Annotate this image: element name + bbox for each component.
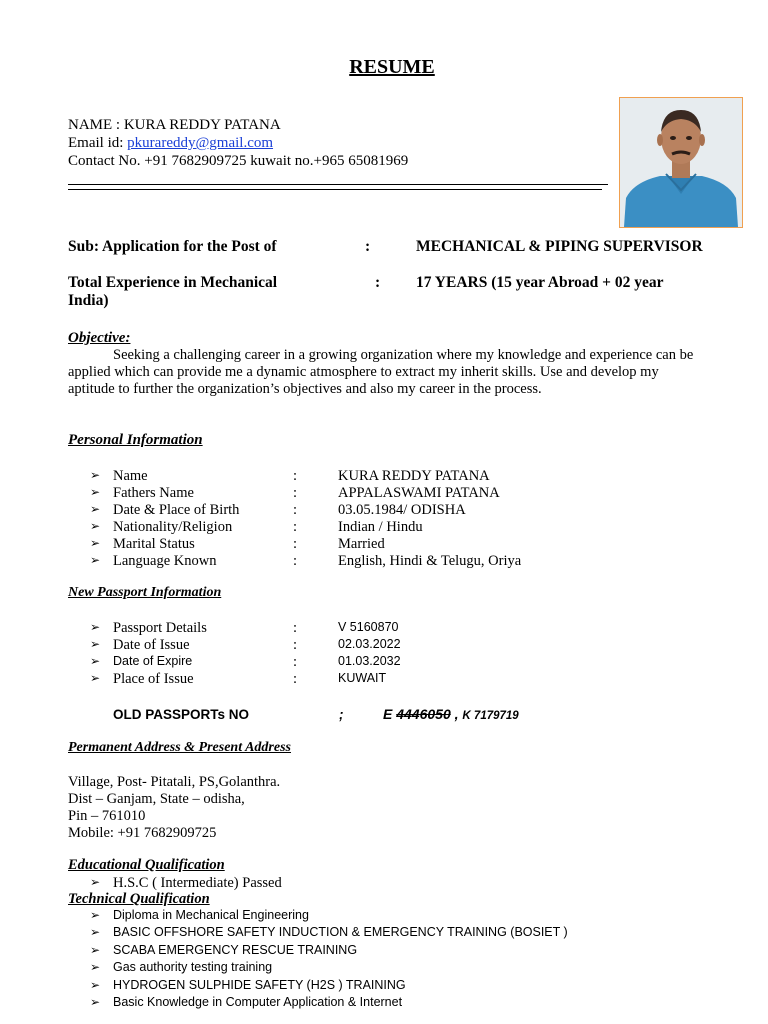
arrow-bullet-icon: ➢ (90, 502, 101, 516)
info-colon: : (293, 536, 298, 552)
profile-photo (619, 97, 743, 228)
info-colon: : (293, 468, 298, 484)
address-line: Village, Post- Pitatali, PS,Golanthra. (68, 774, 281, 790)
sub-colon: : (365, 238, 371, 255)
arrow-bullet-icon: ➢ (90, 995, 101, 1009)
old-passport-prefix: E (383, 706, 397, 722)
address-line: Dist – Ganjam, State – odisha, (68, 791, 245, 807)
info-label: Date & Place of Birth (113, 502, 240, 518)
info-label: Nationality/Religion (113, 519, 233, 535)
old-passport-label: OLD PASSPORTs NO (113, 707, 250, 722)
info-colon: : (293, 654, 298, 670)
education-heading: Educational Qualification (68, 857, 225, 873)
arrow-bullet-icon: ➢ (90, 536, 101, 550)
info-value: 01.03.2032 (338, 654, 401, 668)
info-value: KURA REDDY PATANA (338, 468, 490, 484)
arrow-bullet-icon: ➢ (90, 960, 101, 975)
objective-heading: Objective: (68, 330, 131, 346)
objective-text (68, 347, 708, 398)
technical-heading: Technical Qualification (68, 891, 210, 907)
experience-colon: : (375, 274, 381, 291)
info-colon: : (293, 553, 298, 569)
old-passport-numbers (383, 706, 519, 722)
arrow-bullet-icon: ➢ (90, 519, 101, 533)
arrow-bullet-icon: ➢ (90, 620, 101, 634)
arrow-bullet-icon: ➢ (90, 671, 101, 685)
technical-item-text: BASIC OFFSHORE SAFETY INDUCTION & EMERGENCY TRAINING (BOSIET ) (113, 925, 568, 940)
info-label: Marital Status (113, 536, 195, 552)
technical-item-text: Gas authority testing training (113, 960, 273, 975)
old-passport-suffix: , (450, 706, 463, 722)
info-value: APPALASWAMI PATANA (338, 485, 500, 501)
info-colon: : (293, 519, 298, 535)
info-colon: : (293, 671, 298, 687)
technical-item-text: HYDROGEN SULPHIDE SAFETY (H2S ) TRAINING (113, 977, 406, 992)
email-link[interactable]: pkurareddy@gmail.com (127, 135, 274, 151)
info-colon: : (293, 502, 298, 518)
technical-item-text: Diploma in Mechanical Engineering (113, 908, 309, 922)
info-colon: : (293, 485, 298, 501)
technical-item-text: Basic Knowledge in Computer Application & Internet (113, 995, 403, 1009)
info-value: V 5160870 (338, 620, 399, 634)
info-label: Name (113, 468, 148, 484)
info-colon: : (293, 620, 298, 636)
info-value: English, Hindi & Telugu, Oriya (338, 553, 522, 569)
info-label: Passport Details (113, 620, 207, 636)
arrow-bullet-icon: ➢ (90, 908, 101, 922)
experience-value: 17 YEARS (15 year Abroad + 02 year (416, 274, 664, 291)
address-heading: Permanent Address & Present Address (68, 740, 291, 755)
resume-title: RESUME (349, 56, 435, 78)
info-value: Married (338, 536, 385, 552)
arrow-bullet-icon: ➢ (90, 942, 101, 957)
divider-rule (68, 184, 608, 185)
info-label: Place of Issue (113, 671, 194, 687)
portrait-image (620, 98, 742, 227)
old-passport-separator: ; (339, 707, 344, 722)
arrow-bullet-icon: ➢ (90, 925, 101, 940)
email-line (68, 134, 408, 152)
experience-label-cont: India) (68, 292, 109, 309)
arrow-bullet-icon: ➢ (90, 485, 101, 499)
info-label: Language Known (113, 553, 217, 569)
contact-line: Contact No. +91 7682909725 kuwait no.+965 65081969 (68, 153, 409, 169)
info-colon: : (293, 637, 298, 653)
personal-info-heading: Personal Information (68, 432, 203, 448)
arrow-bullet-icon: ➢ (90, 977, 101, 992)
arrow-bullet-icon: ➢ (90, 654, 101, 668)
email-label: Email id: (68, 135, 128, 151)
arrow-bullet-icon: ➢ (90, 875, 101, 889)
experience-label: Total Experience in Mechanical (68, 274, 278, 291)
sub-value: MECHANICAL & PIPING SUPERVISOR (416, 238, 703, 255)
old-passport-second: K 7179719 (462, 710, 519, 722)
info-label: Date of Issue (113, 637, 190, 653)
technical-item-text: SCABA EMERGENCY RESCUE TRAINING (113, 942, 358, 957)
old-passport-struck: 4446050 (396, 706, 451, 722)
address-line: Pin – 761010 (68, 808, 146, 824)
address-block (68, 774, 280, 842)
arrow-bullet-icon: ➢ (90, 553, 101, 567)
divider-rule (68, 189, 602, 190)
address-line: Mobile: +91 7682909725 (68, 825, 217, 841)
info-label: Fathers Name (113, 485, 194, 501)
info-value: 02.03.2022 (338, 637, 401, 651)
arrow-bullet-icon: ➢ (90, 468, 101, 482)
sub-label: Sub: Application for the Post of (68, 238, 277, 255)
arrow-bullet-icon: ➢ (90, 637, 101, 651)
info-value: KUWAIT (338, 671, 387, 685)
contact-block (68, 116, 408, 170)
education-item-text: H.S.C ( Intermediate) Passed (113, 875, 282, 891)
passport-heading: New Passport Information (68, 585, 222, 600)
info-value: Indian / Hindu (338, 519, 423, 535)
objective-body: Seeking a challenging career in a growing organization where my knowledge and experience can be applied which can provide me a dynamic atmosphere to extract my inherit skills. Use and develop my aptitude to further the organization’s objectives and also my career in the process. (68, 347, 694, 397)
info-value: 03.05.1984/ ODISHA (338, 502, 466, 518)
name-line: NAME : KURA REDDY PATANA (68, 117, 281, 133)
info-label: Date of Expire (113, 654, 193, 668)
